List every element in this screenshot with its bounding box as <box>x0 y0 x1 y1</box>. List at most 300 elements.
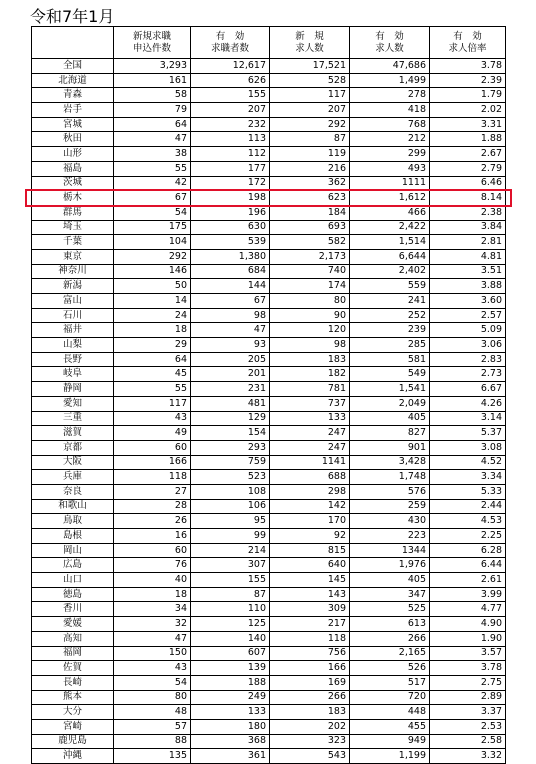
new-openings-cell: 1141 <box>270 455 350 470</box>
prefecture-cell: 兵庫 <box>32 470 114 485</box>
prefecture-cell: 鹿児島 <box>32 734 114 749</box>
table-row <box>32 264 506 279</box>
ratio-cell: 3.14 <box>430 411 506 426</box>
new-openings-cell: 528 <box>270 73 350 88</box>
prefecture-cell: 神奈川 <box>32 264 114 279</box>
prefecture-cell: 山形 <box>32 147 114 162</box>
new-applications-cell: 118 <box>114 470 191 485</box>
table-row <box>32 646 506 661</box>
table-row <box>32 161 506 176</box>
new-applications-cell: 150 <box>114 646 191 661</box>
ratio-cell: 2.57 <box>430 308 506 323</box>
prefecture-cell: 三重 <box>32 411 114 426</box>
active-openings-cell: 347 <box>350 587 430 602</box>
prefecture-cell: 全国 <box>32 59 114 74</box>
active-openings-cell: 405 <box>350 573 430 588</box>
active-openings-cell: 1,748 <box>350 470 430 485</box>
active-openings-cell: 259 <box>350 499 430 514</box>
prefecture-cell: 千葉 <box>32 235 114 250</box>
ratio-cell: 2.38 <box>430 205 506 220</box>
new-applications-cell: 42 <box>114 176 191 191</box>
prefecture-cell: 東京 <box>32 249 114 264</box>
active-openings-cell: 2,049 <box>350 396 430 411</box>
active-openings-cell: 466 <box>350 205 430 220</box>
table-row <box>32 411 506 426</box>
table-row <box>32 440 506 455</box>
active-openings-cell: 768 <box>350 117 430 132</box>
active-seekers-cell: 144 <box>191 279 270 294</box>
new-openings-cell: 640 <box>270 558 350 573</box>
table-row <box>32 132 506 147</box>
table-row <box>32 631 506 646</box>
new-openings-cell: 183 <box>270 705 350 720</box>
prefecture-cell: 長野 <box>32 352 114 367</box>
new-applications-cell: 24 <box>114 308 191 323</box>
active-openings-cell: 266 <box>350 631 430 646</box>
new-openings-cell: 133 <box>270 411 350 426</box>
new-applications-cell: 28 <box>114 499 191 514</box>
ratio-cell: 8.14 <box>430 191 506 206</box>
table-row <box>32 249 506 264</box>
new-openings-cell: 143 <box>270 587 350 602</box>
new-applications-cell: 79 <box>114 103 191 118</box>
ratio-cell: 2.79 <box>430 161 506 176</box>
new-openings-cell: 169 <box>270 675 350 690</box>
active-openings-cell: 1,541 <box>350 382 430 397</box>
active-openings-cell: 1,499 <box>350 73 430 88</box>
new-openings-cell: 543 <box>270 749 350 764</box>
table-row <box>32 690 506 705</box>
table-row <box>32 617 506 632</box>
active-openings-cell: 517 <box>350 675 430 690</box>
active-seekers-cell: 95 <box>191 514 270 529</box>
new-applications-cell: 292 <box>114 249 191 264</box>
table-row <box>32 529 506 544</box>
ratio-cell: 4.90 <box>430 617 506 632</box>
header-line: 新 規 <box>295 30 324 42</box>
new-applications-cell: 64 <box>114 352 191 367</box>
header-active-seekers <box>191 27 270 59</box>
new-openings-cell: 740 <box>270 264 350 279</box>
active-seekers-cell: 12,617 <box>191 59 270 74</box>
new-openings-cell: 202 <box>270 719 350 734</box>
prefecture-cell: 長崎 <box>32 675 114 690</box>
active-openings-cell: 1344 <box>350 543 430 558</box>
new-openings-cell: 309 <box>270 602 350 617</box>
new-applications-cell: 104 <box>114 235 191 250</box>
active-seekers-cell: 99 <box>191 529 270 544</box>
ratio-cell: 5.37 <box>430 426 506 441</box>
prefecture-cell: 高知 <box>32 631 114 646</box>
active-openings-cell: 1,976 <box>350 558 430 573</box>
active-openings-cell: 6,644 <box>350 249 430 264</box>
table-row <box>32 470 506 485</box>
header-active-openings <box>350 27 430 59</box>
new-openings-cell: 145 <box>270 573 350 588</box>
active-seekers-cell: 106 <box>191 499 270 514</box>
ratio-cell: 1.79 <box>430 88 506 103</box>
prefecture-cell: 石川 <box>32 308 114 323</box>
new-applications-cell: 55 <box>114 382 191 397</box>
table-row <box>32 499 506 514</box>
new-applications-cell: 18 <box>114 323 191 338</box>
new-openings-cell: 183 <box>270 352 350 367</box>
prefecture-cell: 山口 <box>32 573 114 588</box>
ratio-cell: 1.90 <box>430 631 506 646</box>
active-seekers-cell: 188 <box>191 675 270 690</box>
table-row <box>32 147 506 162</box>
prefecture-cell: 京都 <box>32 440 114 455</box>
ratio-cell: 4.52 <box>430 455 506 470</box>
job-offer-table <box>31 26 506 764</box>
new-openings-cell: 17,521 <box>270 59 350 74</box>
table-row <box>32 705 506 720</box>
active-openings-cell: 241 <box>350 294 430 309</box>
table-row <box>32 484 506 499</box>
active-seekers-cell: 481 <box>191 396 270 411</box>
active-openings-cell: 239 <box>350 323 430 338</box>
active-openings-cell: 549 <box>350 367 430 382</box>
table-row <box>32 220 506 235</box>
header-new-applications <box>114 27 191 59</box>
active-seekers-cell: 47 <box>191 323 270 338</box>
new-openings-cell: 623 <box>270 191 350 206</box>
active-openings-cell: 493 <box>350 161 430 176</box>
active-seekers-cell: 98 <box>191 308 270 323</box>
new-openings-cell: 118 <box>270 631 350 646</box>
ratio-cell: 3.57 <box>430 646 506 661</box>
new-applications-cell: 50 <box>114 279 191 294</box>
table-row <box>32 367 506 382</box>
table-row <box>32 675 506 690</box>
new-applications-cell: 60 <box>114 440 191 455</box>
table-row <box>32 352 506 367</box>
new-openings-cell: 217 <box>270 617 350 632</box>
active-seekers-cell: 201 <box>191 367 270 382</box>
prefecture-cell: 栃木 <box>32 191 114 206</box>
prefecture-cell: 秋田 <box>32 132 114 147</box>
ratio-cell: 3.88 <box>430 279 506 294</box>
active-seekers-cell: 368 <box>191 734 270 749</box>
new-openings-cell: 247 <box>270 440 350 455</box>
active-openings-cell: 2,422 <box>350 220 430 235</box>
ratio-cell: 3.99 <box>430 587 506 602</box>
table-row <box>32 558 506 573</box>
new-applications-cell: 146 <box>114 264 191 279</box>
new-openings-cell: 170 <box>270 514 350 529</box>
active-seekers-cell: 626 <box>191 73 270 88</box>
ratio-cell: 6.28 <box>430 543 506 558</box>
active-seekers-cell: 214 <box>191 543 270 558</box>
table-row <box>32 103 506 118</box>
prefecture-cell: 福井 <box>32 323 114 338</box>
active-openings-cell: 901 <box>350 440 430 455</box>
table-row <box>32 661 506 676</box>
new-applications-cell: 47 <box>114 132 191 147</box>
active-seekers-cell: 155 <box>191 88 270 103</box>
header-line: 有 効 <box>375 30 404 42</box>
header-prefecture <box>32 27 114 59</box>
prefecture-cell: 福岡 <box>32 646 114 661</box>
new-applications-cell: 14 <box>114 294 191 309</box>
new-applications-cell: 55 <box>114 161 191 176</box>
active-seekers-cell: 177 <box>191 161 270 176</box>
active-openings-cell: 581 <box>350 352 430 367</box>
ratio-cell: 3.06 <box>430 338 506 353</box>
prefecture-cell: 北海道 <box>32 73 114 88</box>
prefecture-cell: 宮崎 <box>32 719 114 734</box>
active-seekers-cell: 1,380 <box>191 249 270 264</box>
active-openings-cell: 278 <box>350 88 430 103</box>
active-openings-cell: 827 <box>350 426 430 441</box>
table-row <box>32 514 506 529</box>
new-applications-cell: 48 <box>114 705 191 720</box>
active-seekers-cell: 155 <box>191 573 270 588</box>
ratio-cell: 2.25 <box>430 529 506 544</box>
ratio-cell: 5.33 <box>430 484 506 499</box>
header-row <box>32 27 506 59</box>
active-openings-cell: 418 <box>350 103 430 118</box>
new-openings-cell: 688 <box>270 470 350 485</box>
header-line: 求職者数 <box>210 42 249 54</box>
active-openings-cell: 223 <box>350 529 430 544</box>
table-row <box>32 323 506 338</box>
new-applications-cell: 54 <box>114 205 191 220</box>
header-ratio <box>430 27 506 59</box>
prefecture-cell: 岩手 <box>32 103 114 118</box>
new-applications-cell: 40 <box>114 573 191 588</box>
ratio-cell: 3.84 <box>430 220 506 235</box>
new-applications-cell: 43 <box>114 411 191 426</box>
prefecture-cell: 茨城 <box>32 176 114 191</box>
prefecture-cell: 奈良 <box>32 484 114 499</box>
prefecture-cell: 愛知 <box>32 396 114 411</box>
new-applications-cell: 43 <box>114 661 191 676</box>
ratio-cell: 3.78 <box>430 59 506 74</box>
new-openings-cell: 142 <box>270 499 350 514</box>
ratio-cell: 3.34 <box>430 470 506 485</box>
table-row <box>32 73 506 88</box>
active-seekers-cell: 205 <box>191 352 270 367</box>
table-row <box>32 382 506 397</box>
ratio-cell: 2.61 <box>430 573 506 588</box>
prefecture-cell: 岡山 <box>32 543 114 558</box>
new-applications-cell: 27 <box>114 484 191 499</box>
table-row <box>32 279 506 294</box>
active-seekers-cell: 154 <box>191 426 270 441</box>
new-openings-cell: 216 <box>270 161 350 176</box>
new-applications-cell: 58 <box>114 88 191 103</box>
new-applications-cell: 60 <box>114 543 191 558</box>
table-row <box>32 117 506 132</box>
header-line: 申込件数 <box>132 42 171 54</box>
new-applications-cell: 57 <box>114 719 191 734</box>
ratio-cell: 3.08 <box>430 440 506 455</box>
active-openings-cell: 285 <box>350 338 430 353</box>
new-applications-cell: 38 <box>114 147 191 162</box>
active-openings-cell: 2,402 <box>350 264 430 279</box>
active-seekers-cell: 113 <box>191 132 270 147</box>
new-applications-cell: 54 <box>114 675 191 690</box>
active-openings-cell: 405 <box>350 411 430 426</box>
header-line: 有 効 <box>215 30 245 42</box>
active-seekers-cell: 523 <box>191 470 270 485</box>
table-row <box>32 205 506 220</box>
table-row <box>32 396 506 411</box>
ratio-cell: 3.32 <box>430 749 506 764</box>
ratio-cell: 4.77 <box>430 602 506 617</box>
table-row <box>32 176 506 191</box>
prefecture-cell: 山梨 <box>32 338 114 353</box>
prefecture-cell: 福島 <box>32 161 114 176</box>
active-seekers-cell: 180 <box>191 719 270 734</box>
active-seekers-cell: 198 <box>191 191 270 206</box>
prefecture-cell: 群馬 <box>32 205 114 220</box>
active-openings-cell: 47,686 <box>350 59 430 74</box>
active-seekers-cell: 207 <box>191 103 270 118</box>
new-applications-cell: 49 <box>114 426 191 441</box>
ratio-cell: 3.51 <box>430 264 506 279</box>
active-openings-cell: 299 <box>350 147 430 162</box>
active-openings-cell: 949 <box>350 734 430 749</box>
prefecture-cell: 鳥取 <box>32 514 114 529</box>
new-applications-cell: 117 <box>114 396 191 411</box>
ratio-cell: 3.78 <box>430 661 506 676</box>
prefecture-cell: 香川 <box>32 602 114 617</box>
table-row <box>32 602 506 617</box>
ratio-cell: 6.44 <box>430 558 506 573</box>
new-applications-cell: 76 <box>114 558 191 573</box>
ratio-cell: 2.02 <box>430 103 506 118</box>
active-seekers-cell: 110 <box>191 602 270 617</box>
ratio-cell: 4.53 <box>430 514 506 529</box>
ratio-cell: 3.60 <box>430 294 506 309</box>
table-row <box>32 308 506 323</box>
ratio-cell: 2.81 <box>430 235 506 250</box>
active-openings-cell: 720 <box>350 690 430 705</box>
active-seekers-cell: 684 <box>191 264 270 279</box>
new-applications-cell: 166 <box>114 455 191 470</box>
new-openings-cell: 737 <box>270 396 350 411</box>
new-openings-cell: 87 <box>270 132 350 147</box>
new-openings-cell: 120 <box>270 323 350 338</box>
active-seekers-cell: 93 <box>191 338 270 353</box>
header-line: 求人数 <box>375 42 404 54</box>
new-applications-cell: 32 <box>114 617 191 632</box>
header-line: 求人倍率 <box>448 42 487 54</box>
ratio-cell: 2.89 <box>430 690 506 705</box>
prefecture-cell: 静岡 <box>32 382 114 397</box>
prefecture-cell: 和歌山 <box>32 499 114 514</box>
active-openings-cell: 613 <box>350 617 430 632</box>
prefecture-cell: 島根 <box>32 529 114 544</box>
active-seekers-cell: 196 <box>191 205 270 220</box>
prefecture-cell: 新潟 <box>32 279 114 294</box>
table-row <box>32 455 506 470</box>
active-openings-cell: 525 <box>350 602 430 617</box>
new-openings-cell: 362 <box>270 176 350 191</box>
new-openings-cell: 80 <box>270 294 350 309</box>
new-openings-cell: 266 <box>270 690 350 705</box>
active-openings-cell: 252 <box>350 308 430 323</box>
ratio-cell: 6.67 <box>430 382 506 397</box>
new-openings-cell: 298 <box>270 484 350 499</box>
active-openings-cell: 2,165 <box>350 646 430 661</box>
new-openings-cell: 756 <box>270 646 350 661</box>
prefecture-cell: 大阪 <box>32 455 114 470</box>
table-row <box>32 749 506 764</box>
active-seekers-cell: 231 <box>191 382 270 397</box>
ratio-cell: 2.67 <box>430 147 506 162</box>
active-openings-cell: 3,428 <box>350 455 430 470</box>
active-openings-cell: 455 <box>350 719 430 734</box>
new-applications-cell: 18 <box>114 587 191 602</box>
new-openings-cell: 117 <box>270 88 350 103</box>
new-openings-cell: 98 <box>270 338 350 353</box>
table-row <box>32 235 506 250</box>
new-applications-cell: 64 <box>114 117 191 132</box>
active-seekers-cell: 112 <box>191 147 270 162</box>
active-seekers-cell: 133 <box>191 705 270 720</box>
table-row <box>32 88 506 103</box>
ratio-cell: 4.81 <box>430 249 506 264</box>
page-title: 令和7年1月 <box>30 7 115 26</box>
active-seekers-cell: 140 <box>191 631 270 646</box>
prefecture-cell: 沖縄 <box>32 749 114 764</box>
active-seekers-cell: 87 <box>191 587 270 602</box>
new-openings-cell: 182 <box>270 367 350 382</box>
active-openings-cell: 1,199 <box>350 749 430 764</box>
active-seekers-cell: 307 <box>191 558 270 573</box>
new-openings-cell: 90 <box>270 308 350 323</box>
ratio-cell: 3.37 <box>430 705 506 720</box>
ratio-cell: 5.09 <box>430 323 506 338</box>
new-openings-cell: 119 <box>270 147 350 162</box>
ratio-cell: 1.88 <box>430 132 506 147</box>
ratio-cell: 2.39 <box>430 73 506 88</box>
prefecture-cell: 大分 <box>32 705 114 720</box>
active-seekers-cell: 108 <box>191 484 270 499</box>
table-row <box>32 587 506 602</box>
table-row <box>32 294 506 309</box>
active-seekers-cell: 607 <box>191 646 270 661</box>
new-applications-cell: 26 <box>114 514 191 529</box>
prefecture-cell: 宮城 <box>32 117 114 132</box>
active-seekers-cell: 129 <box>191 411 270 426</box>
active-openings-cell: 212 <box>350 132 430 147</box>
new-openings-cell: 174 <box>270 279 350 294</box>
new-openings-cell: 292 <box>270 117 350 132</box>
active-openings-cell: 1,514 <box>350 235 430 250</box>
new-openings-cell: 582 <box>270 235 350 250</box>
active-openings-cell: 526 <box>350 661 430 676</box>
new-openings-cell: 693 <box>270 220 350 235</box>
active-seekers-cell: 361 <box>191 749 270 764</box>
table-row <box>32 573 506 588</box>
table-row <box>32 59 506 74</box>
ratio-cell: 2.53 <box>430 719 506 734</box>
active-seekers-cell: 539 <box>191 235 270 250</box>
header-line: 求人数 <box>295 42 324 54</box>
prefecture-cell: 愛媛 <box>32 617 114 632</box>
new-applications-cell: 16 <box>114 529 191 544</box>
ratio-cell: 4.26 <box>430 396 506 411</box>
table-row <box>32 543 506 558</box>
active-openings-cell: 430 <box>350 514 430 529</box>
ratio-cell: 2.58 <box>430 734 506 749</box>
active-openings-cell: 1111 <box>350 176 430 191</box>
ratio-cell: 2.44 <box>430 499 506 514</box>
